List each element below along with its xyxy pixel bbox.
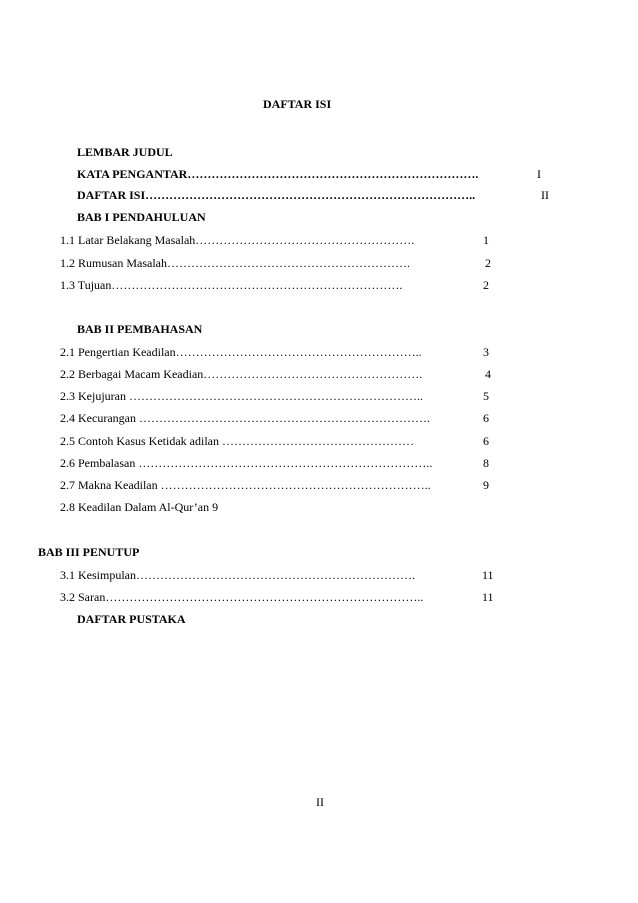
toc-1-2-page: 2: [485, 256, 491, 270]
toc-2-2: 2.2 Berbagai Macam Keadian……………………………………………….: [60, 367, 423, 381]
toc-3-2: 3.2 Saran……………………………………………………………………..: [60, 590, 424, 604]
toc-daftar-isi: DAFTAR ISI………………………………………………………………………..: [77, 188, 476, 202]
toc-lembar-judul: LEMBAR JUDUL: [77, 145, 173, 159]
toc-1-1-page: 1: [483, 233, 489, 247]
toc-2-5: 2.5 Contoh Kasus Ketidak adilan …………………………………………: [60, 434, 414, 448]
toc-2-3-page: 5: [483, 389, 489, 403]
toc-1-3: 1.3 Tujuan……………………………………………………………….: [60, 278, 403, 292]
toc-1-1: 1.1 Latar Belakang Masalah……………………………………………….: [60, 233, 415, 247]
toc-2-6: 2.6 Pembalasan ………………………………………………………………..: [60, 456, 433, 470]
toc-kata-pengantar-page: I: [537, 167, 541, 181]
toc-kata-pengantar: KATA PENGANTAR……………………………………………………………….: [77, 167, 479, 181]
toc-daftar-pustaka: DAFTAR PUSTAKA: [77, 612, 186, 626]
toc-2-4: 2.4 Kecurangan ……………………………………………………………….: [60, 411, 430, 425]
toc-bab-1: BAB I PENDAHULUAN: [77, 210, 206, 224]
page-title: DAFTAR ISI: [263, 97, 332, 111]
toc-bab-2: BAB II PEMBAHASAN: [77, 322, 203, 336]
toc-2-5-page: 6: [483, 434, 489, 448]
toc-2-6-page: 8: [483, 456, 489, 470]
toc-2-3: 2.3 Kejujuran ………………………………………………………………..: [60, 389, 423, 403]
toc-2-8: 2.8 Keadilan Dalam Al-Qur’an 9: [60, 500, 219, 514]
toc-2-1-page: 3: [483, 345, 489, 359]
toc-2-1: 2.1 Pengertian Keadilan……………………………………………………..: [60, 345, 422, 359]
toc-3-1: 3.1 Kesimpulan…………………………………………………………….: [60, 568, 415, 582]
toc-3-2-page: 11: [482, 590, 494, 604]
toc-daftar-isi-page: II: [541, 188, 549, 202]
toc-2-2-page: 4: [485, 367, 491, 381]
toc-2-7: 2.7 Makna Keadilan …………………………………………………………..: [60, 478, 431, 492]
toc-1-2: 1.2 Rumusan Masalah…………………………………………………….: [60, 256, 410, 270]
toc-3-1-page: 11: [482, 568, 494, 582]
toc-1-3-page: 2: [483, 278, 489, 292]
toc-bab-3: BAB III PENUTUP: [38, 545, 140, 559]
footer-page-number: II: [316, 795, 324, 809]
toc-2-4-page: 6: [483, 411, 489, 425]
toc-2-7-page: 9: [483, 478, 489, 492]
